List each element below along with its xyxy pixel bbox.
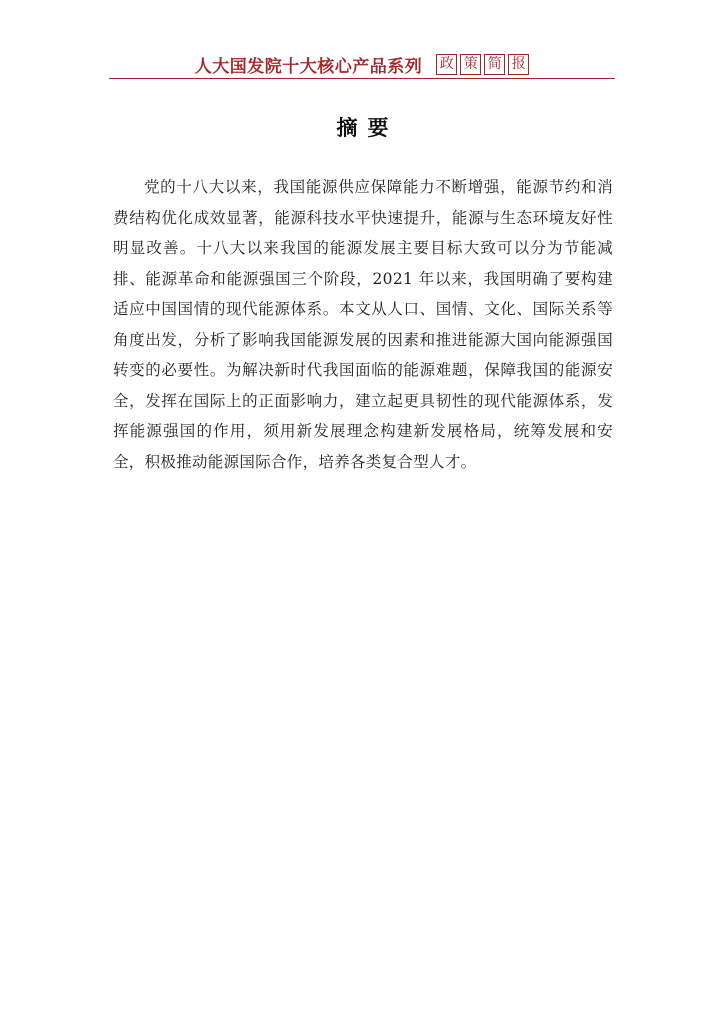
logo-char: 简	[484, 54, 505, 75]
logo-char: 报	[508, 54, 529, 75]
logo-char: 策	[460, 54, 481, 75]
policy-brief-logo	[436, 54, 529, 75]
abstract-title: 摘要	[336, 115, 399, 140]
header-divider	[109, 78, 615, 79]
page-header	[109, 50, 615, 78]
logo-char: 政	[436, 54, 457, 75]
series-title: 人大国发院十大核心产品系列	[194, 56, 423, 77]
abstract-body: 党的十八大以来，我国能源供应保障能力不断增强，能源节约和消费结构优化成效显著，能源科技水平快速提升，能源与生态环境友好性明显改善。十八大以来我国的能源发展主要目标大致可以分为节能减排、能源革命和能源强国三个阶段，2021 年以来，我国明确了要构建适应中国国情的现代能源体系。本文从人口、国情、文化、国际关系等角度出发，分析了影响我国能源发展的因素和推进能源大国向能源强国转变的必要性。为解决新时代我国面临的能源难题，保障我国的能源安全，发挥在国际上的正面影响力，建立起更具韧性的现代能源体系，发挥能源强国的作用，须用新发展理念构建新发展格局，统筹发展和安全，积极推动能源国际合作，培养各类复合型人才。	[113, 178, 613, 471]
